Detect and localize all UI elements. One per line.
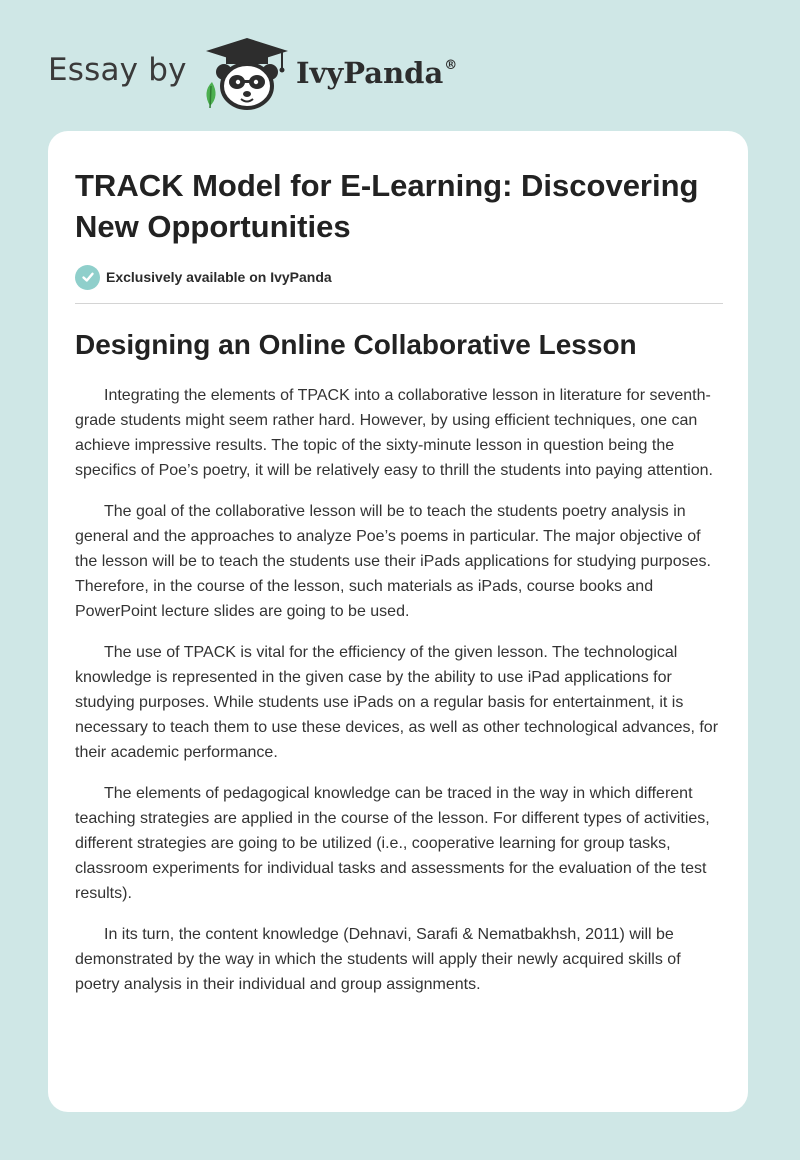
exclusive-badge-label: Exclusively available on IvyPanda bbox=[106, 269, 332, 285]
site-header bbox=[0, 0, 800, 130]
brand-name[interactable]: IvyPanda® bbox=[296, 56, 458, 90]
panda-graduation-cap-icon[interactable] bbox=[202, 34, 292, 110]
essay-body bbox=[75, 383, 725, 1013]
exclusive-badge bbox=[75, 264, 332, 290]
essay-card bbox=[48, 131, 748, 1112]
essay-by-label: Essay by bbox=[48, 52, 187, 88]
paragraph: The goal of the collaborative lesson will be to teach the students poetry analysis in general and the approaches to analyze Poe’s poems in particular. The major objective of the lesson will be to teach the students use their iPads applications for studying purposes. Therefore, in the course of the lesson, such materials as iPads, course books and PowerPoint lecture slides are going to be used. bbox=[75, 503, 711, 620]
paragraph: In its turn, the content knowledge (Dehnavi, Sarafi & Nematbakhsh, 2011) will be demonstrated by the way in which the students will apply their newly acquired skills of poetry analysis in their individual and group assignments. bbox=[75, 926, 681, 993]
paragraph: The elements of pedagogical knowledge can be traced in the way in which different teaching strategies are applied in the course of the lesson. For different types of activities, different strategies are going to be utilized (i.e., cooperative learning for group tasks, classroom experiments for individual tasks and assessments for the evaluation of the test results). bbox=[75, 785, 710, 902]
essay-title: TRACK Model for E-Learning: Discovering New Opportunities bbox=[75, 168, 699, 244]
divider bbox=[75, 303, 723, 304]
section-heading: Designing an Online Collaborative Lesson bbox=[75, 329, 637, 360]
check-circle-icon bbox=[75, 265, 100, 290]
paragraph: Integrating the elements of TPACK into a collaborative lesson in literature for seventh-grade students might seem rather hard. However, by using efficient techniques, one can achieve impressive results. The topic of the sixty-minute lesson in question being the specifics of Poe’s poetry, it will be relatively easy to thrill the students into paying attention. bbox=[75, 387, 713, 479]
paragraph: The use of TPACK is vital for the efficiency of the given lesson. The technological knowledge is represented in the given case by the ability to use iPad applications for studying purposes. While students use iPads on a regular basis for entertainment, it is necessary to teach them to use these devices, as well as other technological advances, for their academic performance. bbox=[75, 644, 719, 761]
